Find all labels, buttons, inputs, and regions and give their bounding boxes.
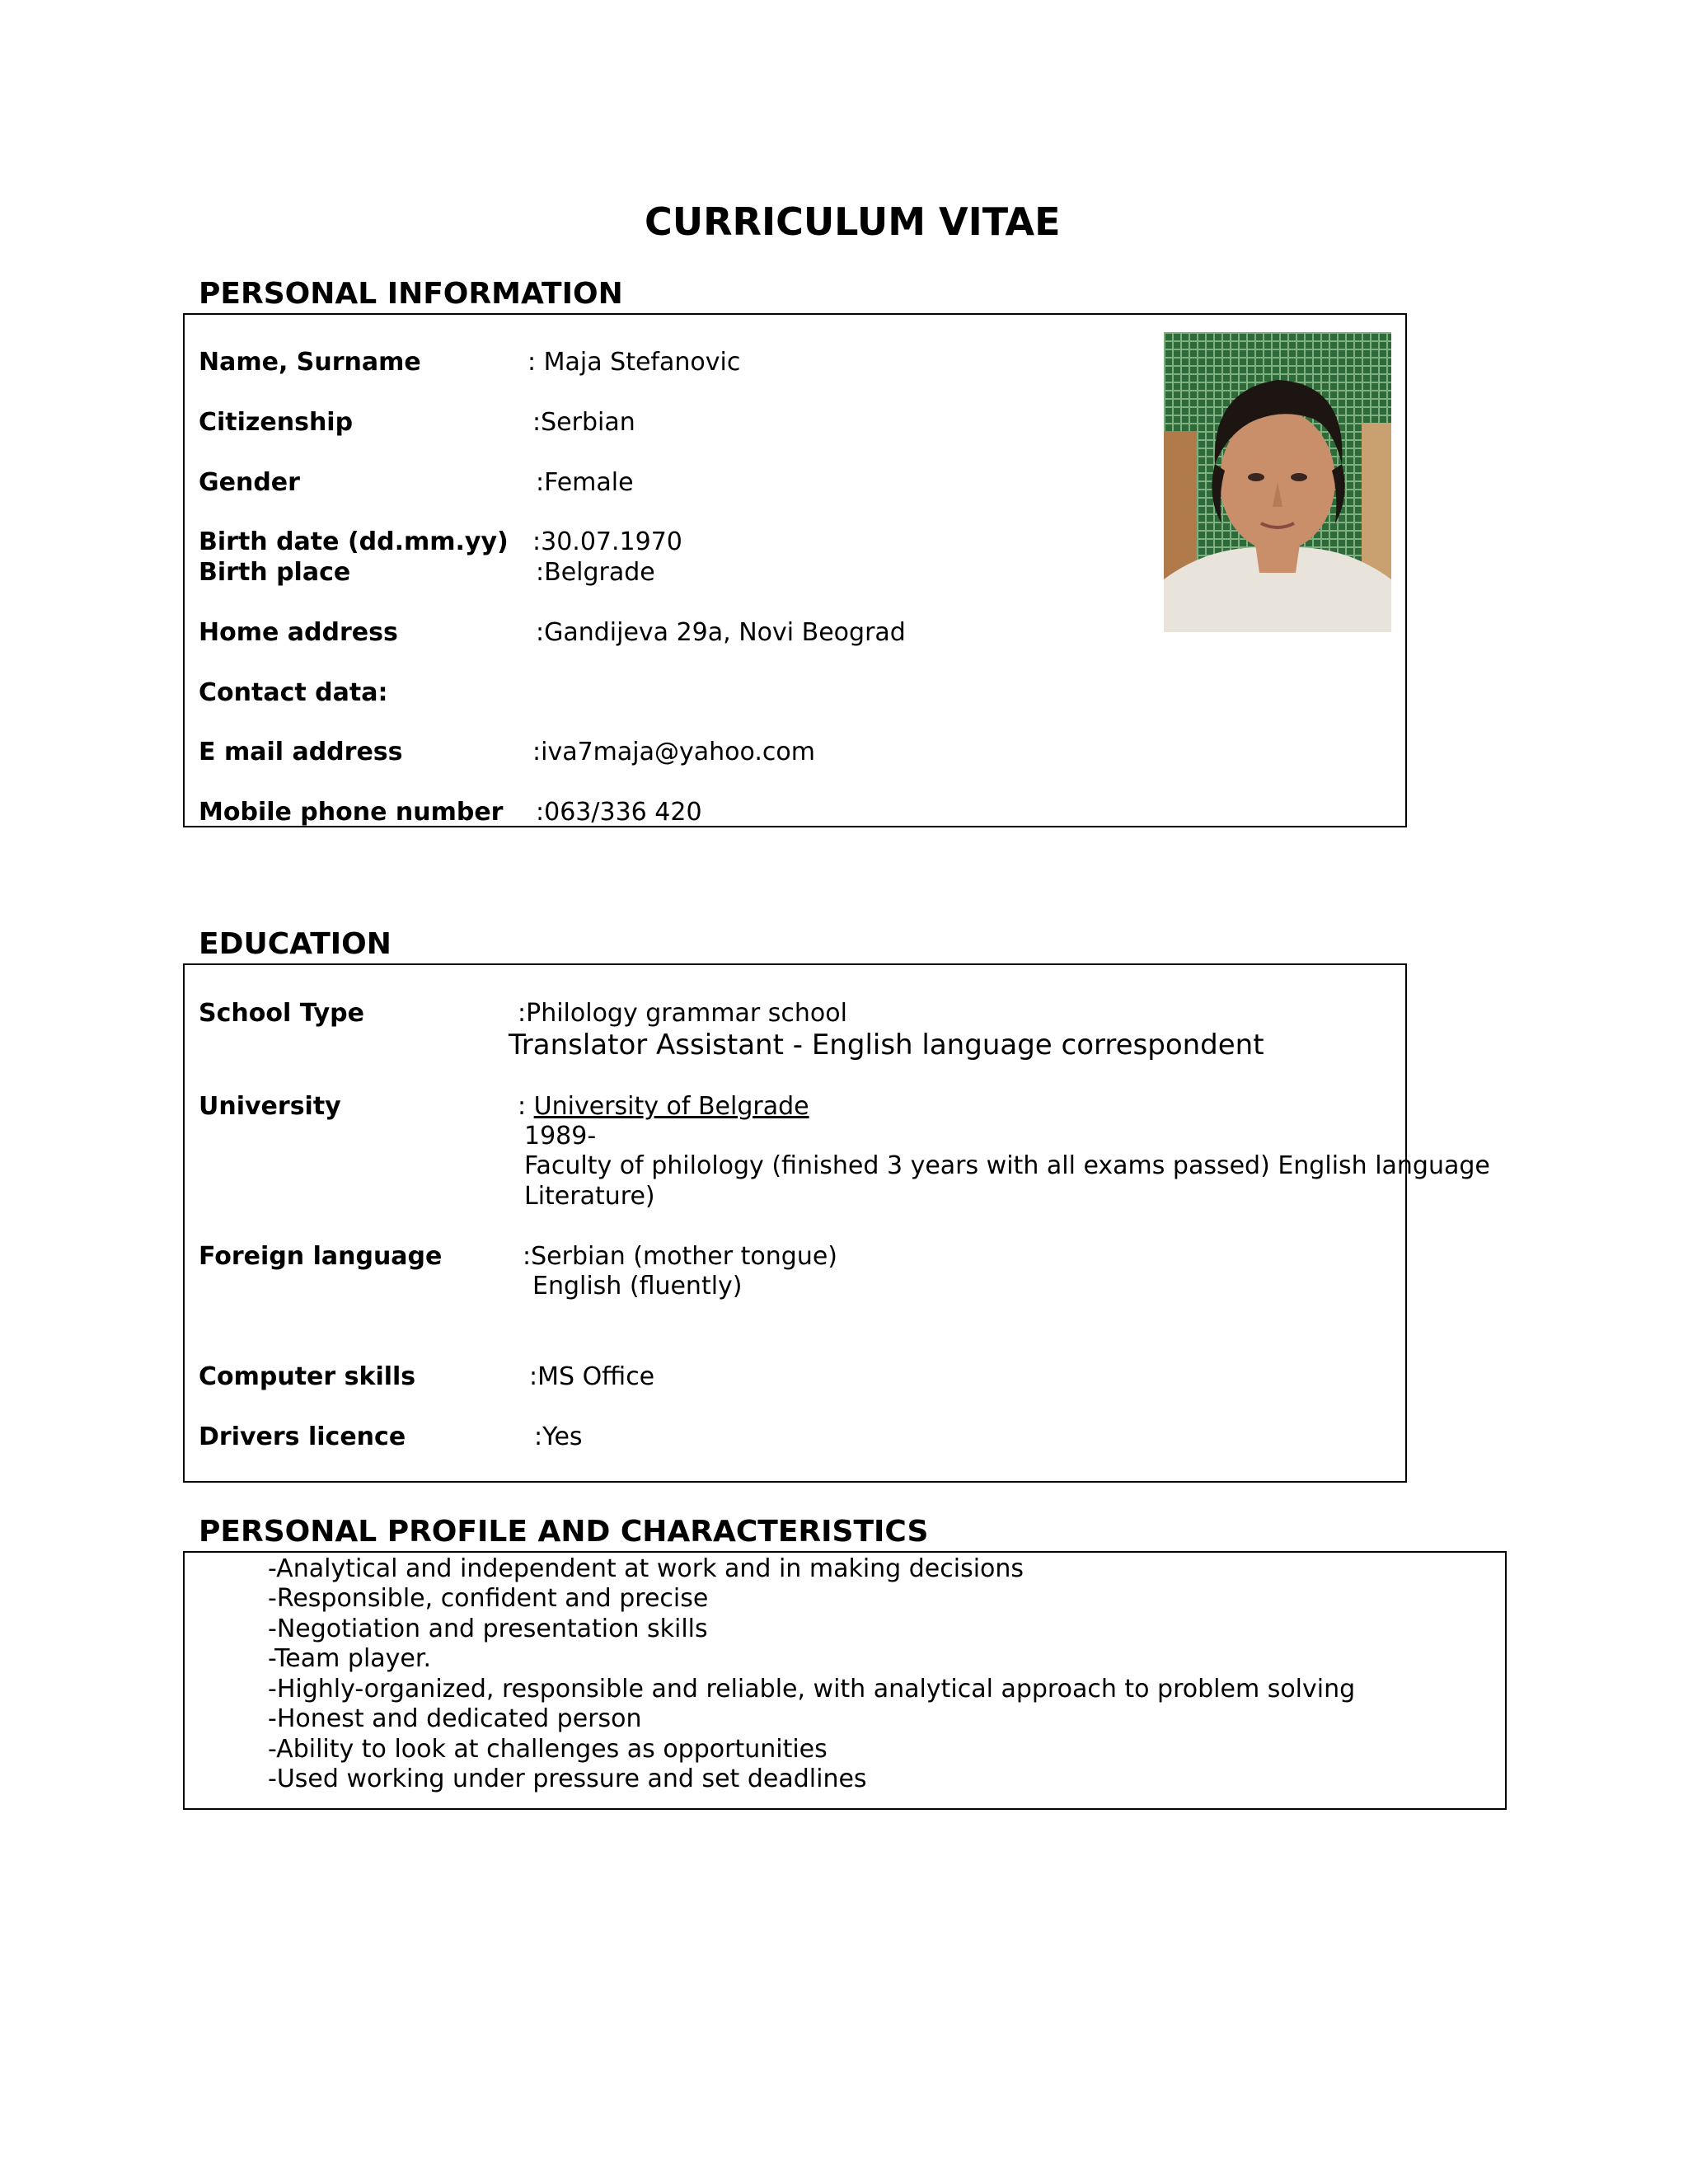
university-value	[518, 1092, 809, 1121]
personal-information-heading: PERSONAL INFORMATION	[199, 277, 623, 311]
email-label: E mail address	[199, 738, 403, 766]
name-value: : Maja Stefanovic	[528, 348, 741, 377]
computer-skills-label: Computer skills	[199, 1362, 416, 1391]
foreign-language-value-2: English (fluently)	[532, 1272, 743, 1301]
citizenship-value: :Serbian	[532, 408, 635, 437]
profile-item: -Analytical and independent at work and in making decisions	[268, 1554, 1025, 1583]
birth-place-label: Birth place	[199, 558, 351, 587]
profile-item: -Ability to look at challenges as opportunities	[268, 1735, 828, 1764]
birth-date-label: Birth date (dd.mm.yy)	[199, 527, 509, 556]
profile-item: -Highly-organized, responsible and reliable, with analytical approach to problem solving	[268, 1675, 1356, 1704]
drivers-licence-value: :Yes	[534, 1422, 583, 1451]
home-address-value: :Gandijeva 29a, Novi Beograd	[536, 618, 906, 647]
university-detail-line-2: Literature)	[524, 1182, 655, 1211]
birth-place-value: :Belgrade	[536, 558, 655, 587]
profile-item: -Responsible, confident and precise	[268, 1584, 709, 1613]
profile-item: -Honest and dedicated person	[268, 1704, 642, 1733]
school-type-detail: Translator Assistant - English language correspondent	[509, 1029, 1264, 1062]
page-title: CURRICULUM VITAE	[645, 199, 1061, 244]
profile-photo	[1164, 332, 1391, 632]
drivers-licence-label: Drivers licence	[199, 1422, 406, 1451]
education-heading: EDUCATION	[199, 927, 392, 961]
gender-label: Gender	[199, 468, 300, 497]
profile-heading: PERSONAL PROFILE AND CHARACTERISTICS	[199, 1515, 929, 1549]
gender-value: :Female	[536, 468, 634, 497]
foreign-language-value-1: :Serbian (mother tongue)	[523, 1242, 837, 1271]
profile-item: -Team player.	[268, 1644, 431, 1673]
home-address-label: Home address	[199, 618, 398, 647]
profile-item: -Used working under pressure and set deadlines	[268, 1765, 867, 1793]
university-label: University	[199, 1092, 341, 1121]
phone-value: :063/336 420	[536, 798, 702, 827]
phone-label: Mobile phone number	[199, 798, 504, 827]
profile-item: -Negotiation and presentation skills	[268, 1615, 708, 1643]
name-label: Name, Surname	[199, 348, 421, 377]
school-type-label: School Type	[199, 999, 364, 1028]
foreign-language-label: Foreign language	[199, 1242, 443, 1271]
email-value: :iva7maja@yahoo.com	[532, 738, 815, 766]
university-year: 1989-	[524, 1122, 597, 1151]
school-type-value: :Philology grammar school	[518, 999, 847, 1028]
citizenship-label: Citizenship	[199, 408, 354, 437]
contact-data-label: Contact data:	[199, 678, 388, 707]
birth-date-value: :30.07.1970	[532, 527, 682, 556]
university-prefix: :	[518, 1092, 534, 1121]
computer-skills-value: :MS Office	[529, 1362, 655, 1391]
university-detail-line-1: Faculty of philology (finished 3 years with all exams passed) English language	[524, 1151, 1490, 1180]
university-link[interactable]: University of Belgrade	[533, 1092, 809, 1121]
